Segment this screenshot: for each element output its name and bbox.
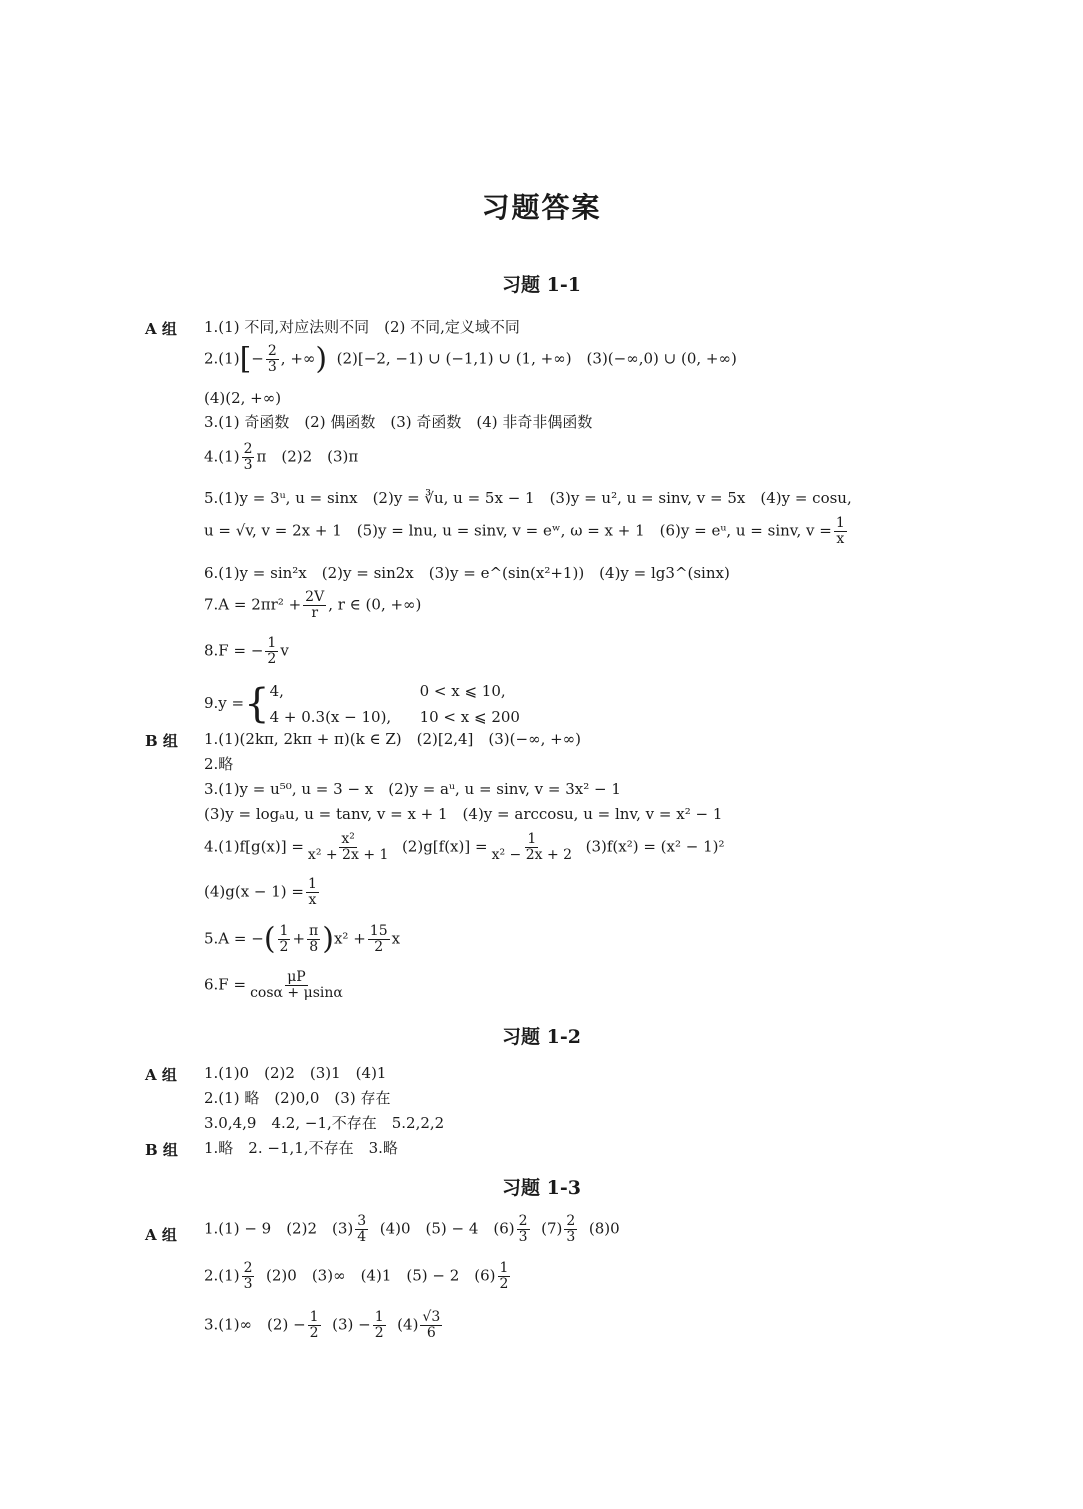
fraction: $\frac{1}{\text{x² − 2x + 2}}$ <box>491 831 573 863</box>
page-title: 习题答案 <box>481 191 602 224</box>
answer-line: 2.(1) 略 (2)0,0 (3) 存在 <box>204 1089 391 1107</box>
section-title-1-3: 习题 1-3 <box>502 1177 581 1199</box>
fraction: $\frac{1}{2}$ <box>279 923 289 955</box>
answer-line: (3)y = logₐu, u = tanv, v = x + 1 (4)y = arccosu, u = lnv, v = x² − 1 <box>204 805 723 823</box>
answer-line: 6.F = $\frac{\mu P}{\cos\alpha + \mu\sin\alpha}$ <box>204 969 343 1001</box>
group-b-label: B 组 <box>145 732 178 750</box>
fraction: $\frac{1}{2}$ <box>374 1309 384 1341</box>
fraction: $\frac{3}{4}$ <box>357 1213 367 1245</box>
answer-line: 3.0,4,9 4.2, −1,不存在 5.2,2,2 <box>204 1114 445 1132</box>
group-a-label: A 组 <box>145 1066 177 1084</box>
answer-line: 8.F = − $\frac{1}{2}$ v <box>204 635 289 667</box>
fraction: $\frac{2V}{r}$ <box>305 589 325 621</box>
group-a-label: A 组 <box>145 1226 177 1244</box>
answer-line: 2.(1) $\frac{2}{3}$ (2)0 (3)∞ (4)1 (5) − 2 (6) $\frac{1}{2}$ <box>204 1260 509 1292</box>
group-a-label: A 组 <box>145 320 177 338</box>
fraction: $\frac{2}{3}$ <box>518 1213 528 1245</box>
fraction: $\frac{2}{3}$ <box>267 343 277 375</box>
fraction: $\frac{15}{2}$ <box>369 923 388 955</box>
fraction: $\frac{\pi}{8}$ <box>309 923 319 955</box>
answer-line: 2.(1)[− $\frac{2}{3}$ , +∞) (2)[−2, −1) ∪ (−1,1) ∪ (1, +∞) (3)(−∞,0) ∪ (0, +∞) <box>204 341 737 377</box>
answer-line: (4)(2, +∞) <box>204 389 282 407</box>
piecewise-answer: 9.y ={4, 0 < x ⩽ 10, 4 + 0.3(x − 10), 10 < x ⩽ 200 <box>204 681 520 727</box>
answer-line: 1.(1) 不同,对应法则不同 (2) 不同,定义域不同 <box>204 318 520 336</box>
answer-line: 5.(1)y = 3ᵘ, u = sinx (2)y = ∛u, u = 5x − 1 (3)y = u², u = sinv, v = 5x (4)y = cosu, <box>204 489 852 507</box>
fraction: $\frac{2}{3}$ <box>243 1260 253 1292</box>
fraction: $\frac{1}{x}$ <box>835 515 845 547</box>
answer-line: 1.(1) − 9 (2)2 (3) $\frac{3}{4}$ (4)0 (5) − 4 (6) $\frac{2}{3}$ (7) $\frac{2}{3}$ (8)0 <box>204 1213 620 1245</box>
answer-line: 3.(1)y = u⁵⁰, u = 3 − x (2)y = aᵘ, u = sinv, v = 3x² − 1 <box>204 780 621 798</box>
answer-line: 1.略 2. −1,1,不存在 3.略 <box>204 1139 398 1157</box>
answer-line: 1.(1)(2kπ, 2kπ + π)(k ∈ Z) (2)[2,4] (3)(−∞, +∞) <box>204 730 582 748</box>
fraction: $\frac{1}{x}$ <box>308 876 317 908</box>
fraction: $\frac{\text{x²}}{\text{x² + 2x + 1}}$ <box>307 831 389 863</box>
section-title-1-2: 习题 1-2 <box>502 1026 581 1048</box>
answer-line: 3.(1)∞ (2) − $\frac{1}{2}$ (3) − $\frac{1}{2}$ (4) $\frac{√3}{6}$ <box>204 1309 441 1341</box>
group-b-label: B 组 <box>145 1141 178 1159</box>
answer-line: 2.略 <box>204 755 234 773</box>
fraction: $\frac{1}{2}$ <box>499 1260 509 1292</box>
fraction: $\frac{2}{3}$ <box>243 441 253 473</box>
answer-line: 3.(1) 奇函数 (2) 偶函数 (3) 奇函数 (4) 非奇非偶函数 <box>204 413 593 431</box>
answer-line: 1.(1)0 (2)2 (3)1 (4)1 <box>204 1064 387 1082</box>
answer-line: 6.(1)y = sin²x (2)y = sin2x (3)y = e^(sin(x²+1)) (4)y = lg3^(sinx) <box>204 564 730 582</box>
answer-line: u = √v, v = 2x + 1 (5)y = lnu, u = sinv, v = eʷ, ω = x + 1 (6)y = eᵘ, u = sinv, v = $\frac{1}{x}$ <box>204 515 845 547</box>
answer-line: 7.A = 2πr² + $\frac{2V}{r}$ , r ∈ (0, +∞) <box>204 589 422 621</box>
answer-line: 4.(1)f[g(x)] = $\frac{\text{x²}}{\text{x² + 2x + 1}}$ (2)g[f(x)] = $\frac{1}{\text{x² − 2x + 2}}$ (3)f(x²) = (x² − 1)² <box>204 831 725 863</box>
fraction: $\frac{1}{2}$ <box>309 1309 319 1341</box>
fraction: $\frac{2}{3}$ <box>566 1213 576 1245</box>
answer-line: 5.A = −( $\frac{1}{2}$ + $\frac{\pi}{8}$ )x² + $\frac{15}{2}$ x <box>204 921 401 957</box>
fraction: $\frac{1}{2}$ <box>267 635 277 667</box>
section-title-1-1: 习题 1-1 <box>502 274 581 296</box>
answer-line: 4.(1) $\frac{2}{3}$ π (2)2 (3)π <box>204 441 359 473</box>
fraction: $\frac{√3}{6}$ <box>422 1309 441 1341</box>
answer-line: (4)g(x − 1) = $\frac{1}{x}$ <box>204 876 317 908</box>
fraction: $\frac{\mu P}{\cos\alpha + \mu\sin\alpha}$ <box>250 969 343 1001</box>
